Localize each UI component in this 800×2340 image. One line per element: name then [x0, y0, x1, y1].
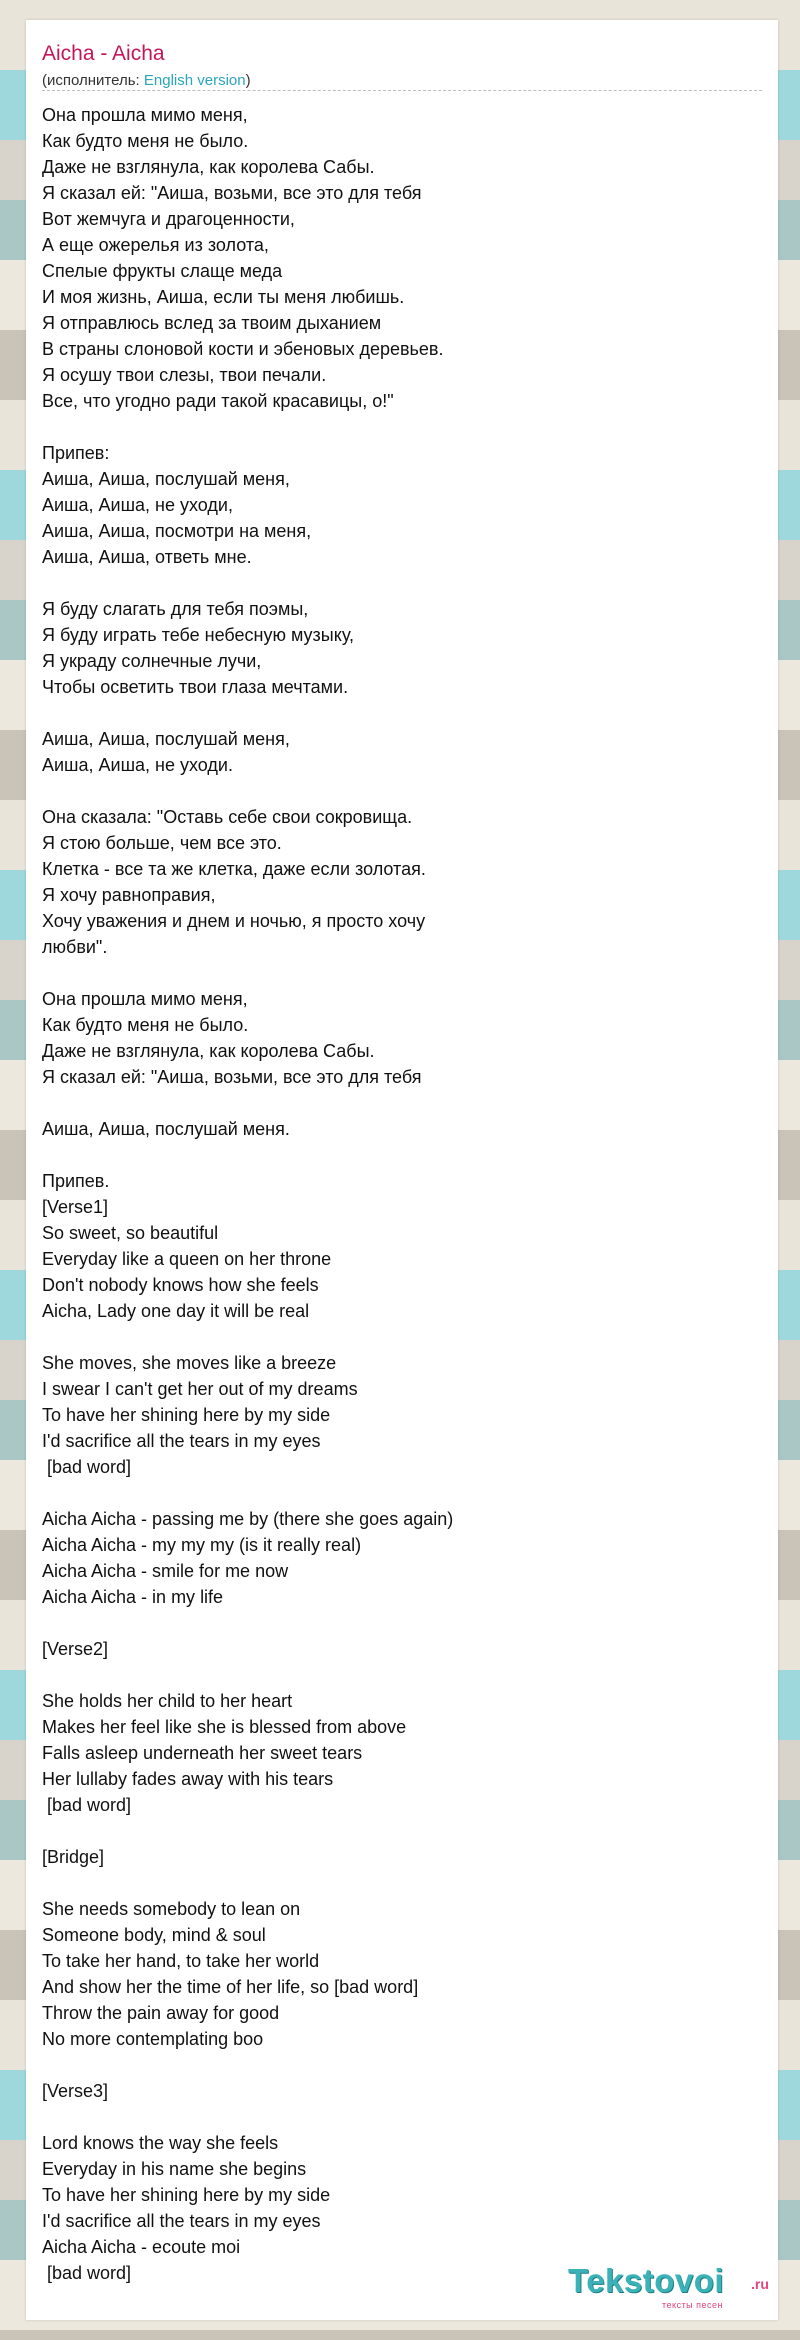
lyric-line: To have her shining here by my side: [42, 2185, 331, 2205]
site-logo[interactable]: [568, 2262, 768, 2314]
logo-name: Tekstovoi: [568, 2262, 725, 2299]
lyric-line: I swear I can't get her out of my dreams: [42, 1379, 358, 1399]
lyric-line: Я отправлюсь вслед за твоим дыханием: [42, 313, 382, 333]
lyric-line: Аиша, Аиша, ответь мне.: [42, 547, 252, 567]
lyric-line: Все, что угодно ради такой красавицы, о!": [42, 391, 394, 411]
lyric-line: Everyday like a queen on her throne: [42, 1249, 332, 1269]
lyric-line: I'd sacrifice all the tears in my eyes: [42, 2211, 321, 2231]
lyric-line: И моя жизнь, Аиша, если ты меня любишь.: [42, 287, 405, 307]
lyric-line: Аиша, Аиша, не уходи,: [42, 495, 233, 515]
lyric-line: Я украду солнечные лучи,: [42, 651, 262, 671]
lyric-line: [42, 1142, 762, 1168]
lyric-line: I'd sacrifice all the tears in my eyes: [42, 1431, 321, 1451]
lyric-line: [Bridge]: [42, 1847, 105, 1867]
lyric-line: Aicha Aicha - in my life: [42, 1587, 224, 1607]
lyric-line: Как будто меня не было.: [42, 131, 249, 151]
lyric-line: She moves, she moves like a breeze: [42, 1353, 337, 1373]
lyric-line: [42, 2052, 762, 2078]
lyrics-text: [42, 102, 762, 2286]
lyric-line: Falls asleep underneath her sweet tears: [42, 1743, 363, 1763]
lyric-line: [42, 1818, 762, 1844]
lyric-line: Чтобы осветить твои глаза мечтами.: [42, 677, 349, 697]
lyric-line: [bad word]: [42, 1795, 132, 1815]
lyric-line: Аиша, Аиша, послушай меня.: [42, 1119, 290, 1139]
lyric-line: Хочу уважения и днем и ночью, я просто хочу: [42, 911, 426, 931]
lyric-line: Don't nobody knows how she feels: [42, 1275, 319, 1295]
lyric-line: [Verse1]: [42, 1197, 109, 1217]
lyric-line: [42, 700, 762, 726]
lyric-line: Припев.: [42, 1171, 110, 1191]
lyric-line: Она прошла мимо меня,: [42, 105, 248, 125]
lyric-line: Аиша, Аиша, не уходи.: [42, 755, 233, 775]
lyric-line: Я буду играть тебе небесную музыку,: [42, 625, 355, 645]
lyric-line: любви".: [42, 937, 108, 957]
lyric-line: А еще ожерелья из золота,: [42, 235, 269, 255]
lyric-line: [42, 1324, 762, 1350]
lyric-line: [Verse2]: [42, 1639, 109, 1659]
page-title: Aicha - Aicha: [42, 42, 165, 65]
lyric-line: Я осушу твои слезы, твои печали.: [42, 365, 327, 385]
lyric-line: To take her hand, to take her world: [42, 1951, 320, 1971]
lyric-line: Aicha, Lady one day it will be real: [42, 1301, 310, 1321]
lyric-line: Makes her feel like she is blessed from above: [42, 1717, 407, 1737]
logo-tagline: тексты песен: [662, 2300, 724, 2310]
lyric-line: Я сказал ей: "Аиша, возьми, все это для тебя: [42, 183, 422, 203]
lyric-line: Аиша, Аиша, посмотри на меня,: [42, 521, 312, 541]
lyric-line: В страны слоновой кости и эбеновых деревьев.: [42, 339, 444, 359]
lyrics-card: [26, 20, 778, 2320]
lyric-line: And show her the time of her life, so [bad word]: [42, 1977, 419, 1997]
lyric-line: Как будто меня не было.: [42, 1015, 249, 1035]
lyric-line: Her lullaby fades away with his tears: [42, 1769, 334, 1789]
lyric-line: No more contemplating boo: [42, 2029, 264, 2049]
lyric-line: Aicha Aicha - my my my (is it really real): [42, 1535, 362, 1555]
lyric-line: [42, 1480, 762, 1506]
dashed-divider: [42, 90, 762, 91]
lyric-line: [42, 1610, 762, 1636]
lyric-line: [42, 570, 762, 596]
lyric-line: Everyday in his name she begins: [42, 2159, 307, 2179]
lyric-line: Аиша, Аиша, послушай меня,: [42, 729, 290, 749]
lyric-line: Я буду слагать для тебя поэмы,: [42, 599, 309, 619]
lyric-line: Lord knows the way she feels: [42, 2133, 279, 2153]
logo-tld: .ru: [751, 2276, 769, 2292]
lyric-line: Она сказала: "Оставь себе свои сокровища.: [42, 807, 413, 827]
lyric-line: Я стою больше, чем все это.: [42, 833, 282, 853]
lyric-line: Даже не взглянула, как королева Сабы.: [42, 157, 375, 177]
lyric-line: Вот жемчуга и драгоценности,: [42, 209, 295, 229]
lyric-line: [42, 778, 762, 804]
lyric-line: [42, 1662, 762, 1688]
lyric-line: Спелые фрукты слаще меда: [42, 261, 283, 281]
lyric-line: [bad word]: [42, 2263, 132, 2283]
lyric-line: Даже не взглянула, как королева Сабы.: [42, 1041, 375, 1061]
lyric-line: [42, 2104, 762, 2130]
lyric-line: Aicha Aicha - smile for me now: [42, 1561, 289, 1581]
lyric-line: [42, 960, 762, 986]
lyric-line: [bad word]: [42, 1457, 132, 1477]
lyric-line: So sweet, so beautiful: [42, 1223, 219, 1243]
lyric-line: [42, 1870, 762, 1896]
lyric-line: Aicha Aicha - ecoute moi: [42, 2237, 241, 2257]
performer-line: [42, 72, 251, 89]
lyric-line: To have her shining here by my side: [42, 1405, 331, 1425]
performer-suffix: ): [245, 72, 251, 89]
lyric-line: Throw the pain away for good: [42, 2003, 280, 2023]
lyric-line: She needs somebody to lean on: [42, 1899, 301, 1919]
lyric-line: [Verse3]: [42, 2081, 109, 2101]
lyric-line: [42, 414, 762, 440]
lyric-line: [42, 1090, 762, 1116]
lyric-line: Я хочу равноправия,: [42, 885, 216, 905]
lyric-line: She holds her child to her heart: [42, 1691, 293, 1711]
lyric-line: Аиша, Аиша, послушай меня,: [42, 469, 290, 489]
lyric-line: Aicha Aicha - passing me by (there she goes again): [42, 1509, 454, 1529]
lyric-line: Someone body, mind & soul: [42, 1925, 266, 1945]
performer-link[interactable]: English version: [143, 72, 246, 89]
performer-prefix: (исполнитель:: [42, 72, 144, 89]
lyric-line: Припев:: [42, 443, 110, 463]
lyric-line: Я сказал ей: "Аиша, возьми, все это для тебя: [42, 1067, 422, 1087]
lyric-line: Она прошла мимо меня,: [42, 989, 248, 1009]
lyric-line: Клетка - все та же клетка, даже если золотая.: [42, 859, 426, 879]
